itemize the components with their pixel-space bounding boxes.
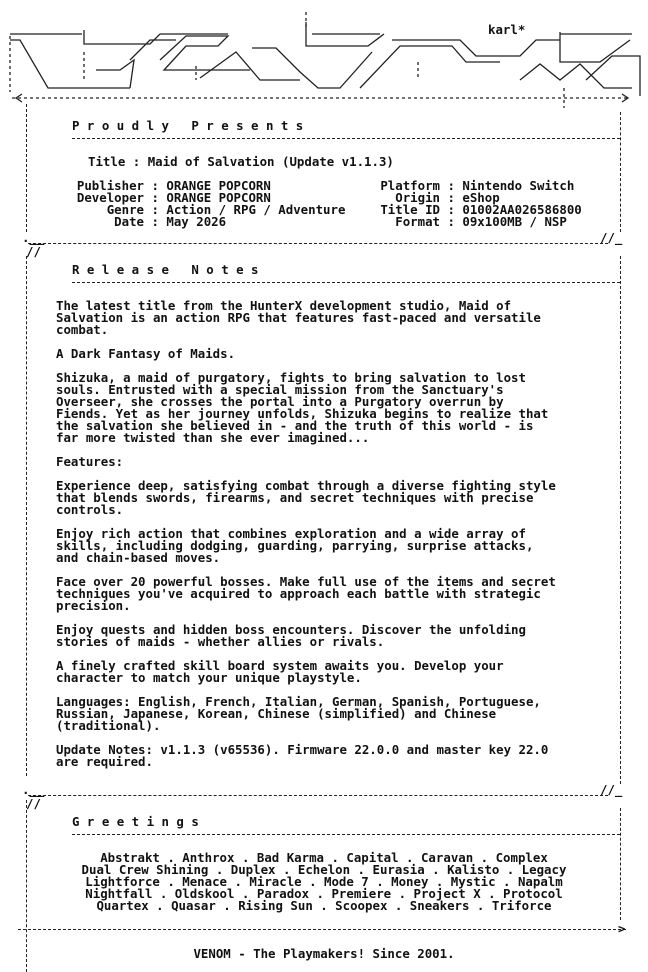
platform-value: : Nintendo Switch [440, 178, 575, 193]
title-id-label: Title ID [380, 202, 440, 217]
genre-value: : Action / RPG / Adventure [144, 202, 346, 217]
notes-paragraph: The latest title from the HunterX development studio, Maid of Salvation is an action RPG that features fast-paced and versatile combat. [56, 298, 541, 337]
title-row: Title : Maid of Salvation (Update v1.1.3) [88, 154, 394, 169]
intro-heading: P r o u d l y P r e s e n t s [72, 118, 304, 133]
frame-right-top [620, 112, 621, 232]
notes-paragraph: Enjoy quests and hidden boss encounters. Discover the unfolding stories of maids - whether allies or rivals. [56, 622, 526, 649]
format-label: Format [395, 214, 440, 229]
notes-paragraph: A finely crafted skill board system awaits you. Develop your character to match your unique playstyle. [56, 658, 504, 685]
notes-paragraph: Shizuka, a maid of purgatory, fights to bring salvation to lost souls. Entrusted with a special mission from the Sanctuary's Overseer, she crosses the portal into a Purgatory overrun by Fiends. Yet as her journey unfolds, Shizuka begins to realize that the salvation she believed in - and the truth of this world - is far more twisted than she ever imagined... [56, 370, 549, 445]
notes-paragraph: A Dark Fantasy of Maids. [56, 346, 236, 361]
logo-signature: karl* [488, 22, 526, 37]
publisher-label: Publisher [76, 178, 144, 193]
notes-paragraph: Face over 20 powerful bosses. Make full use of the items and secret techniques you've acquired to approach each battle with strategic precision. [56, 574, 556, 613]
greetings-line: Dual Crew Shining . Duplex . Echelon . Eurasia . Kalisto . Legacy [81, 862, 567, 877]
title-label: Title [88, 154, 126, 169]
platform-label: Platform [380, 178, 440, 193]
frame-left-top [26, 104, 27, 232]
notes-paragraph: Enjoy rich action that combines exploration and a wide array of skills, including dodging, guarding, parrying, surprise attacks, and chain-based moves. [56, 526, 534, 565]
greetings-line: Lightforce . Menace . Miracle . Mode 7 . Money . Mystic . Napalm [85, 874, 563, 889]
intro-heading-rule [72, 138, 620, 139]
developer-label: Developer [76, 190, 144, 205]
date-label: Date [114, 214, 144, 229]
title-value: Maid of Salvation (Update v1.1.3) [147, 154, 394, 169]
notes-paragraph: Update Notes: v1.1.3 (v65536). Firmware 22.0.0 and master key 22.0 are required. [56, 742, 549, 769]
nfo-document: karl* P r o u d l y P r e s e n t s Title : Maid of Salvation (Update v1.1.3) Publisher : ORANGE POPCORN Developer : ORANGE POPCORN Genre : Action / RPG / Adventure Date : May 2026 Platform : Nintendo Switch Origin : eShop Title ID : 01002AA026586800 Format : 09x100MB / NSP .__ // //_ R e l e a s e N o t e s The latest title from the HunterX development studio, Maid of Salvation is an action RPG that features fast-paced and versatile combat. A Dark Fantasy of Maids. Shizuka, a maid of purgatory, fights to bring salvation to lost souls. Entrusted with a special mission from the Sanctuary's Overseer, she crosses the portal into a Purgatory overrun by Fiends. Yet as her journey unfolds, Shizuka begins to realize that the salvation she believed in - and the truth of this world - is far more twisted than she ever imagined... Features: Experience deep, satisfying combat through a diverse fighting style that blends swords, firearms, and secret techniques with precise controls. Enjoy rich action that combines exploration and a wide array of skills, including dodging, guarding, parrying, surprise attacks, and chain-based moves. Face over 20 powerful bosses. Make full use of the items and secret techniques you've acquired to approach each battle with strategic precision. Enjoy quests and hidden boss encounters. Discover the unfolding stories of maids - whether allies or rivals. A finely crafted skill board system awaits you. Develop your character to match your unique playstyle. Languages: English, French, Italian, German, Spanish, Portuguese, Russian, Japanese, Korean, Chinese (simplified) and Chinese (traditional). Update Notes: v1.1.3 (v65536). Firmware 22.0.0 and master key 22.0 are required. .__ // //_ G r e e t i n g s Abstrakt . Anthrox . Bad Karma . Capital . Caravan . Complex Dual Crew Shining . Duplex . Echelon . Eurasia . Kalisto . Legacy Lightforce . Menace . Miracle . Mode 7 . Money . Mystic . Napalm Nightfall . Oldskool . Paradox . Premiere . Project X . Protocol Quartex . Quasar . Rising Sun . Scoopex . Sneakers . Triforce > VENOM - The Playmakers! Since 2001. [0, 0, 648, 972]
greetings-line: Quartex . Quasar . Rising Sun . Scoopex . Sneakers . Triforce [96, 898, 552, 913]
notes-paragraph: Features: [56, 454, 124, 469]
greetings-line: Nightfall . Oldskool . Paradox . Premiere . Project X . Protocol [85, 886, 563, 901]
origin-value: : eShop [440, 190, 500, 205]
greetings-line: Abstrakt . Anthrox . Bad Karma . Capital . Caravan . Complex [100, 850, 548, 865]
venom-ascii-logo [0, 0, 648, 112]
release-notes-heading-rule [72, 282, 620, 283]
origin-label: Origin [395, 190, 440, 205]
notes-paragraph: Experience deep, satisfying combat through a diverse fighting style that blends swords, firearms, and secret techniques with precise controls. [56, 478, 556, 517]
date-value: : May 2026 [144, 214, 227, 229]
genre-label: Genre [106, 202, 144, 217]
frame-left-mid [26, 256, 27, 776]
greetings-heading: G r e e t i n g s [72, 814, 199, 829]
release-notes-heading: R e l e a s e N o t e s [72, 262, 259, 277]
footer-tagline: VENOM - The Playmakers! Since 2001. [193, 946, 455, 961]
format-value: : 09x100MB / NSP [440, 214, 567, 229]
notes-paragraph: Languages: English, French, Italian, German, Spanish, Portuguese, Russian, Japanese, Korean, Chinese (simplified) and Chinese (traditional). [56, 694, 541, 733]
frame-right-mid [620, 256, 621, 784]
publisher-value: : ORANGE POPCORN [144, 178, 271, 193]
greetings-heading-rule [72, 834, 620, 835]
developer-value: : ORANGE POPCORN [144, 190, 271, 205]
title-id-value: : 01002AA026586800 [440, 202, 582, 217]
